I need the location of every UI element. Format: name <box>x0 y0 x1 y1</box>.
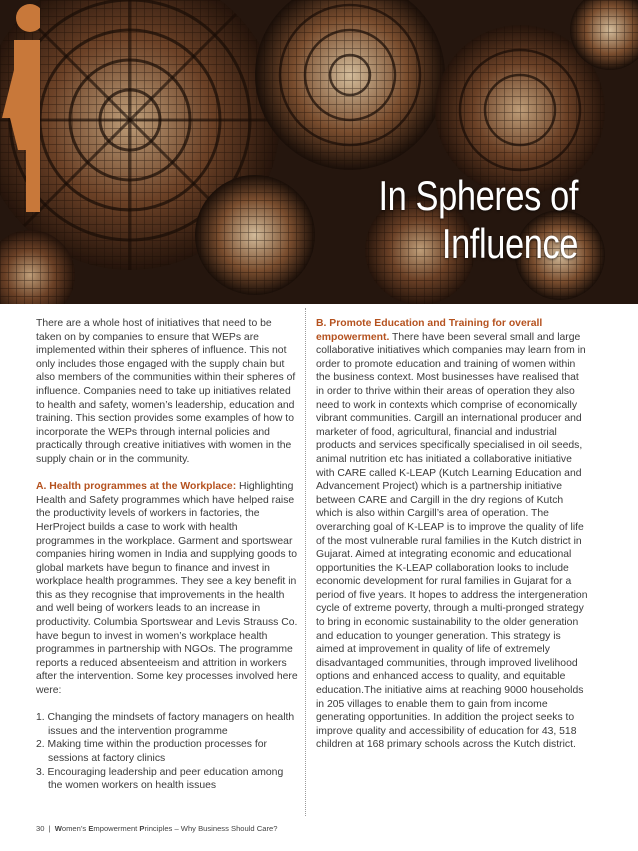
list-item: 2. Making time within the production processes for sessions at factory clinics <box>36 739 268 764</box>
section-b-body: There have been several small and large collaborative initiatives which companies may learn from in order to promote education and training of women within the business context. Most businesses have realised that in order to thrive within their areas of operation they also need to work in contexts which comprise of economically vibrant communities. Cargill an international producer and marketer of food, agricultural, financial and industrial products and services specifically specialised in oil seeds, animal nutrition etc has initiated a collaborative initiative with CARE called K-LEAP (Kutch Learning Education and Advancement Project) which is a partnership initiative between CARE and Cargill in the dry regions of Kutch which is also within Cargill’s area of operation. The overarching goal of K-LEAP is to improve the quality of life of the most vulnerable rural families in the Kutch district in Gujarat. Aimed at integrating economic and educational opportunities the K-LEAP collaboration looks to include economic development for rural families in Gujarat for a period of five years. It hopes to address the intergeneration cycle of extreme poverty, through a multi-pronged strategy to bring in economic sustainability to the older generation and education to younger generation. This strategy is aimed at improvement in quality of life of extremely disadvantaged communities, through improved livelihood options and enhanced access to quality, and equitable education.The initiative aims at reaching 9000 households in 205 villages to enable them to gain from income generating opportunities. In addition the project seeks to improve quality and accessibility of education for 43, 518 children at 168 primary schools across the Kutch district. <box>316 331 588 751</box>
woman-figure-icon <box>0 0 40 212</box>
section-a-body: Highlighting Health and Safety programmes which have helped raise the productivity levels of workers in factories, the HerProject builds a case to work with health programmes in the workplace. Garment and sportswear companies hiring women in India and supplying goods to global markets have begun to finance and invest in workplace health programmes. They see a key benefit in this as they recognise that improvements in the health and well being of workers leads to an increase in productivity. Columbia Sportswear and Levis Strauss Co. have begun to invest in women’s workplace health programmes in partnership with NGOs. The programme reports a reduced absenteeism and attrition in workers after the intervention. Some key processes involved here were: <box>36 481 298 697</box>
page-title <box>307 172 578 268</box>
list-item: 1. Changing the mindsets of factory managers on health issues and the intervention programme <box>36 712 295 737</box>
page-number: 30 <box>36 824 45 833</box>
list-item: 3. Encouraging leadership and peer education among the women workers on health issues <box>36 766 284 792</box>
footer-separator: | <box>48 824 51 833</box>
section-b-paragraph <box>316 317 589 752</box>
title-line-2: Influence <box>441 220 578 267</box>
section-a-heading: A. Health programmes at the Workplace: <box>36 481 237 493</box>
title-line-1: In Spheres of <box>378 172 578 219</box>
page-footer <box>36 824 277 833</box>
intro-paragraph: There are a whole host of initiatives that need to be taken on by companies to ensure that WEPs are implemented within their spheres of influence. This not only includes those engaged with the supply chain but also members of the communities within their spheres of influence. Companies need to take up initiatives related to health and safety, women’s leadership, education and training. This section provides some examples of how to incorporate the WEPs through internal policies and practically through creative initiatives with women in the supply chain or in the community. <box>36 318 296 465</box>
left-column <box>36 317 298 793</box>
right-column <box>316 317 589 752</box>
section-a-paragraph <box>36 480 298 698</box>
column-divider <box>305 308 306 816</box>
publication-title: Women’s Empowerment Principles – Why Business Should Care? <box>54 824 278 833</box>
hero-banner <box>0 0 638 304</box>
section-b-heading: B. Promote Education and Training for overall empowerment. <box>316 318 543 343</box>
